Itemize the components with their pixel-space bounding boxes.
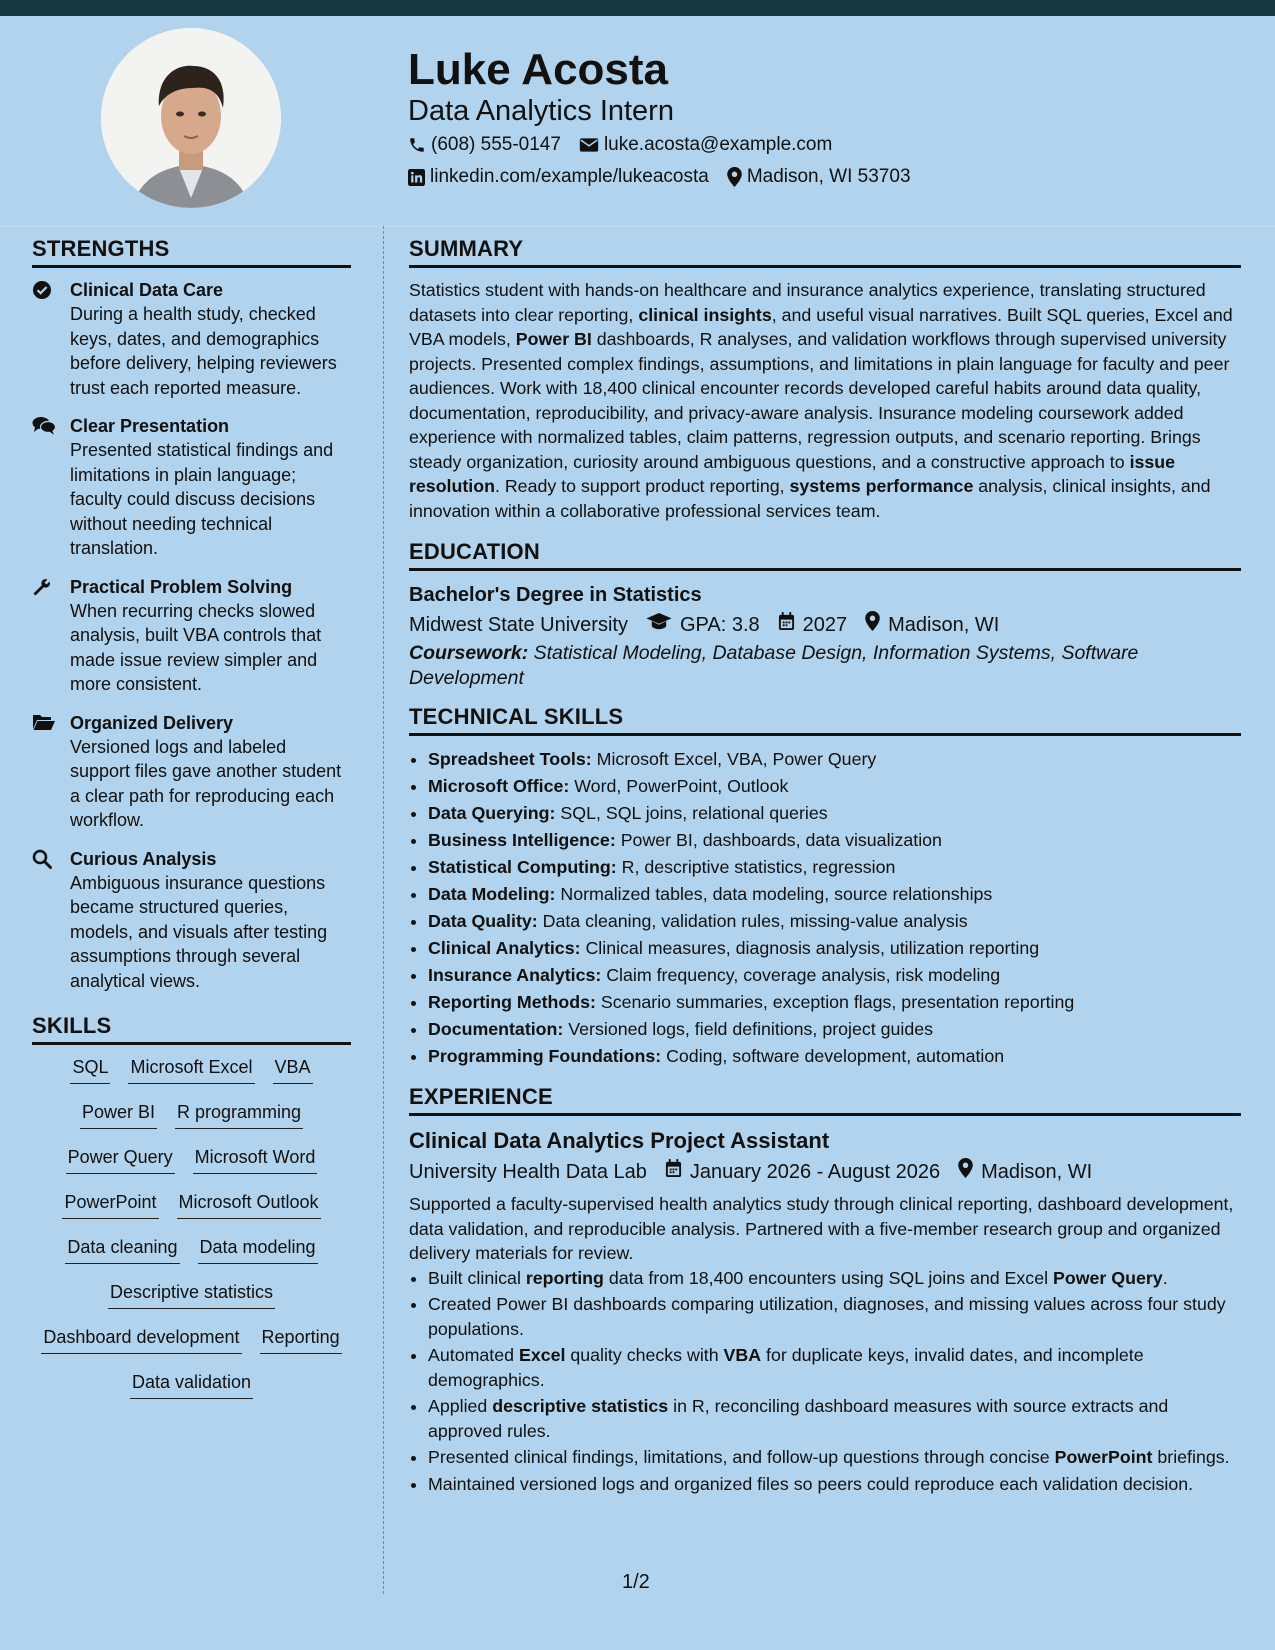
technical-skill-item (428, 1016, 1241, 1043)
skill-category: Data Quality: (428, 911, 538, 931)
skill-category: Statistical Computing: (428, 857, 617, 877)
text-run: , and useful visual narratives. Built SQL queries, Excel and VBA models, (409, 304, 1233, 349)
candidate-name: Luke Acosta (408, 45, 669, 94)
strength-description: Versioned logs and labeled support files gave another student a clear path for reproducing each workflow. (70, 736, 342, 830)
job-organization: University Health Data Lab (409, 1161, 647, 1183)
strength-item (32, 414, 351, 561)
skill-values: Data cleaning, validation rules, missing-value analysis (537, 911, 968, 931)
folder-open-icon (32, 711, 70, 833)
skill-values: Power BI, dashboards, data visualization (615, 830, 942, 850)
bold-text: systems performance (789, 476, 974, 496)
technical-skill-item (428, 1043, 1241, 1070)
experience-bullet (428, 1445, 1241, 1470)
strength-description: Ambiguous insurance questions became structured queries, models, and visuals after testing assumptions through several analytical views. (70, 872, 328, 991)
bold-text: reporting (525, 1267, 604, 1288)
email-text[interactable]: luke.acosta@example.com (603, 134, 833, 155)
skill-tag-row (32, 1100, 351, 1145)
text-run: Built clinical (428, 1267, 526, 1288)
bold-text: Power BI (515, 329, 592, 349)
text-run: in R, reconciling dashboard measures with source extracts and approved rules. (428, 1396, 1169, 1441)
strength-description: When recurring checks slowed analysis, built VBA controls that made issue review simpler and more consistent. (70, 600, 322, 694)
bold-text: issue resolution (409, 451, 1176, 496)
strength-description: During a health study, checked keys, dates, and demographics before delivery, helping reviewers trust each reported measure. (70, 304, 337, 398)
phone-text[interactable]: (608) 555-0147 (431, 134, 561, 155)
skill-values: Scenario summaries, exception flags, presentation reporting (595, 992, 1075, 1012)
technical-skill-item (428, 827, 1241, 854)
summary-heading: SUMMARY (409, 236, 1241, 268)
technical-skill-item (428, 854, 1241, 881)
skill-category: Reporting Methods: (428, 992, 596, 1012)
job-title: Clinical Data Analytics Project Assistant (409, 1128, 830, 1153)
technical-skill-item (428, 935, 1241, 962)
search-icon (32, 847, 70, 994)
experience-bullet (428, 1472, 1241, 1497)
bold-text: clinical insights (638, 304, 772, 325)
bold-text: PowerPoint (1054, 1447, 1153, 1467)
text-run: dashboards, R analyses, and validation workflows through supervised university projects. Presented complex findings, assumptions, and limitations in plain language for faculty and peer audiences. Work with 18,400 clinical encounter records developed careful habits around data quality, documentation, reproducibility, and privacy-aware analysis. Insurance modeling coursework added experience with normalized tables, claim patterns, regression outputs, and scenario reporting. Brings steady organization, curiosity around ambiguous questions, and a constructive approach to (409, 329, 1230, 472)
experience-bullet (428, 1266, 1241, 1291)
candidate-title: Data Analytics Intern (408, 95, 674, 127)
skill-values: Claim frequency, coverage analysis, risk modeling (601, 965, 1001, 985)
skill-tag-row (32, 1190, 351, 1235)
strength-title: Clinical Data Care (70, 280, 224, 300)
skill-category: Programming Foundations: (428, 1046, 662, 1066)
skill-category: Insurance Analytics: (428, 965, 602, 985)
top-bar (0, 0, 1275, 16)
experience-bullets (409, 1266, 1241, 1497)
skill-category: Data Modeling: (428, 884, 556, 904)
contact-row-2 (408, 166, 921, 188)
text-run: Applied (428, 1396, 493, 1416)
text-run: . (1162, 1267, 1168, 1288)
map-marker-icon (865, 609, 880, 641)
skill-values: Normalized tables, data modeling, source relationships (555, 884, 993, 904)
coursework-label: Coursework: (409, 642, 529, 664)
experience-heading: EXPERIENCE (409, 1084, 1241, 1116)
comments-icon (32, 414, 70, 561)
skill-category: Data Querying: (428, 803, 556, 823)
map-marker-icon (727, 167, 742, 187)
skill-values: R, descriptive statistics, regression (616, 857, 896, 877)
left-column (32, 236, 351, 1415)
graduation-cap-icon (646, 609, 672, 641)
skill-tag: Microsoft Excel (128, 1055, 254, 1084)
coursework (409, 641, 1241, 690)
resume-header (0, 16, 1275, 227)
experience-bullet (428, 1343, 1241, 1392)
degree: Bachelor's Degree in Statistics (409, 584, 702, 606)
skill-tag: Descriptive statistics (108, 1280, 275, 1309)
bold-text: Power Query (1052, 1267, 1163, 1288)
skill-tag: R programming (175, 1100, 303, 1129)
experience-bullet (428, 1394, 1241, 1443)
skill-tag: Microsoft Word (193, 1145, 318, 1174)
envelope-icon (579, 137, 599, 153)
skill-tag-row (32, 1235, 351, 1280)
gpa: GPA: 3.8 (679, 614, 760, 636)
strength-item (32, 847, 351, 994)
linkedin-text[interactable]: linkedin.com/example/lukeacosta (430, 166, 709, 187)
technical-skill-item (428, 773, 1241, 800)
skill-tag: Power BI (80, 1100, 157, 1129)
coursework-list: Statistical Modeling, Database Design, Information Systems, Software Development (409, 642, 1139, 689)
skill-tag: Power Query (66, 1145, 175, 1174)
skill-tag: Data modeling (198, 1235, 318, 1264)
skill-values: Word, PowerPoint, Outlook (569, 776, 789, 796)
technical-skills-list (409, 746, 1241, 1070)
skill-tag: Data cleaning (65, 1235, 179, 1264)
graduation-year: 2027 (802, 614, 848, 636)
text-run: Automated (428, 1345, 519, 1365)
skill-tag: Reporting (260, 1325, 342, 1354)
strength-title: Clear Presentation (70, 416, 230, 436)
summary-text (409, 278, 1241, 523)
text-run: for duplicate keys, invalid dates, and incomplete demographics. (428, 1345, 1144, 1390)
strength-title: Curious Analysis (70, 848, 217, 869)
text-run: quality checks with (565, 1345, 724, 1365)
skill-tag-row (32, 1370, 351, 1415)
skill-values: Clinical measures, diagnosis analysis, utilization reporting (580, 938, 1040, 958)
strength-title: Organized Delivery (70, 712, 234, 733)
skill-category: Documentation: (428, 1019, 564, 1039)
phone-icon (408, 136, 426, 154)
skill-tag: Microsoft Outlook (177, 1190, 321, 1219)
skill-tag: VBA (273, 1055, 313, 1084)
skill-tag-row (32, 1055, 351, 1100)
skill-category: Microsoft Office: (428, 776, 570, 796)
page-number: 1/2 (622, 1571, 650, 1593)
text-run: . Ready to support product reporting, (494, 476, 790, 496)
column-divider (383, 226, 384, 1594)
skill-tag: Dashboard development (41, 1325, 241, 1354)
text-run: analysis, clinical insights, and innovation within a collaborative professional services team. (409, 476, 1211, 521)
technical-skill-item (428, 881, 1241, 908)
job-description: Supported a faculty-supervised health analytics study through clinical reporting, dashboard development, data validation, and reproducible analysis. Partnered with a five-member research group and organized delivery materials for review. (409, 1194, 1234, 1263)
phone-item (408, 134, 561, 156)
right-column (409, 236, 1241, 1498)
bold-text: Excel (518, 1345, 566, 1365)
strength-title: Practical Problem Solving (70, 576, 293, 597)
technical-skill-item (428, 746, 1241, 773)
linkedin-item (408, 166, 709, 188)
text-run: Presented clinical findings, limitations, and follow-up questions through concise (428, 1447, 1055, 1467)
skill-tag-row (32, 1325, 351, 1370)
strength-description: Presented statistical findings and limitations in plain language; faculty could discuss decisions without needing technical translation. (70, 440, 334, 558)
bold-text: VBA (723, 1345, 762, 1365)
technical-skill-item (428, 989, 1241, 1016)
technical-skill-item (428, 962, 1241, 989)
skill-category: Clinical Analytics: (428, 938, 581, 958)
skill-values: Coding, software development, automation (661, 1046, 1005, 1066)
check-circle-icon (32, 278, 70, 400)
location-text: Madison, WI 53703 (746, 166, 911, 187)
skill-tag: PowerPoint (62, 1190, 158, 1219)
skill-tag-row (32, 1145, 351, 1190)
skill-category: Spreadsheet Tools: (428, 749, 592, 769)
calendar-icon (778, 609, 795, 641)
calendar-icon (665, 1156, 682, 1188)
wrench-icon (32, 575, 70, 697)
strengths-heading: STRENGTHS (32, 236, 351, 268)
strengths-list (32, 278, 351, 993)
text-run: data from 18,400 encounters using SQL joins and Excel (603, 1267, 1053, 1288)
technical-skill-item (428, 800, 1241, 827)
skill-category: Business Intelligence: (428, 830, 616, 850)
skill-values: Microsoft Excel, VBA, Power Query (591, 749, 877, 769)
skill-tag: Data validation (130, 1370, 253, 1399)
technical-skill-item (428, 908, 1241, 935)
strength-item (32, 278, 351, 400)
education-details (409, 609, 1241, 641)
education-heading: EDUCATION (409, 539, 1241, 571)
job-details (409, 1156, 1241, 1188)
text-run: Maintained versioned logs and organized files so peers could reproduce each validation decision. (428, 1473, 1194, 1494)
contact-row-1 (408, 134, 842, 156)
school-name: Midwest State University (409, 614, 628, 636)
technical-skills-heading: TECHNICAL SKILLS (409, 704, 1241, 736)
avatar (101, 28, 281, 208)
job-dates: January 2026 - August 2026 (689, 1161, 941, 1183)
bold-text: descriptive statistics (492, 1396, 669, 1416)
skill-values: Versioned logs, field definitions, project guides (563, 1019, 934, 1039)
text-run: Statistics student with hands-on healthcare and insurance analytics experience, translating structured datasets into clear reporting, (409, 280, 1206, 325)
job-location: Madison, WI (981, 1161, 1093, 1183)
text-run: briefings. (1152, 1447, 1230, 1467)
linkedin-icon (408, 169, 425, 186)
strength-item (32, 575, 351, 697)
skills-heading: SKILLS (32, 1013, 351, 1045)
skill-values: SQL, SQL joins, relational queries (555, 803, 828, 823)
education-location: Madison, WI (888, 614, 1000, 636)
skill-tag-row (32, 1280, 351, 1325)
text-run: Created Power BI dashboards comparing utilization, diagnoses, and missing values across four study populations. (428, 1294, 1226, 1339)
skill-tag: SQL (70, 1055, 110, 1084)
skills-tags (32, 1055, 351, 1415)
experience-bullet (428, 1292, 1241, 1341)
location-item (727, 166, 911, 188)
email-item (579, 134, 832, 156)
strength-item (32, 711, 351, 833)
map-marker-icon (958, 1156, 973, 1188)
